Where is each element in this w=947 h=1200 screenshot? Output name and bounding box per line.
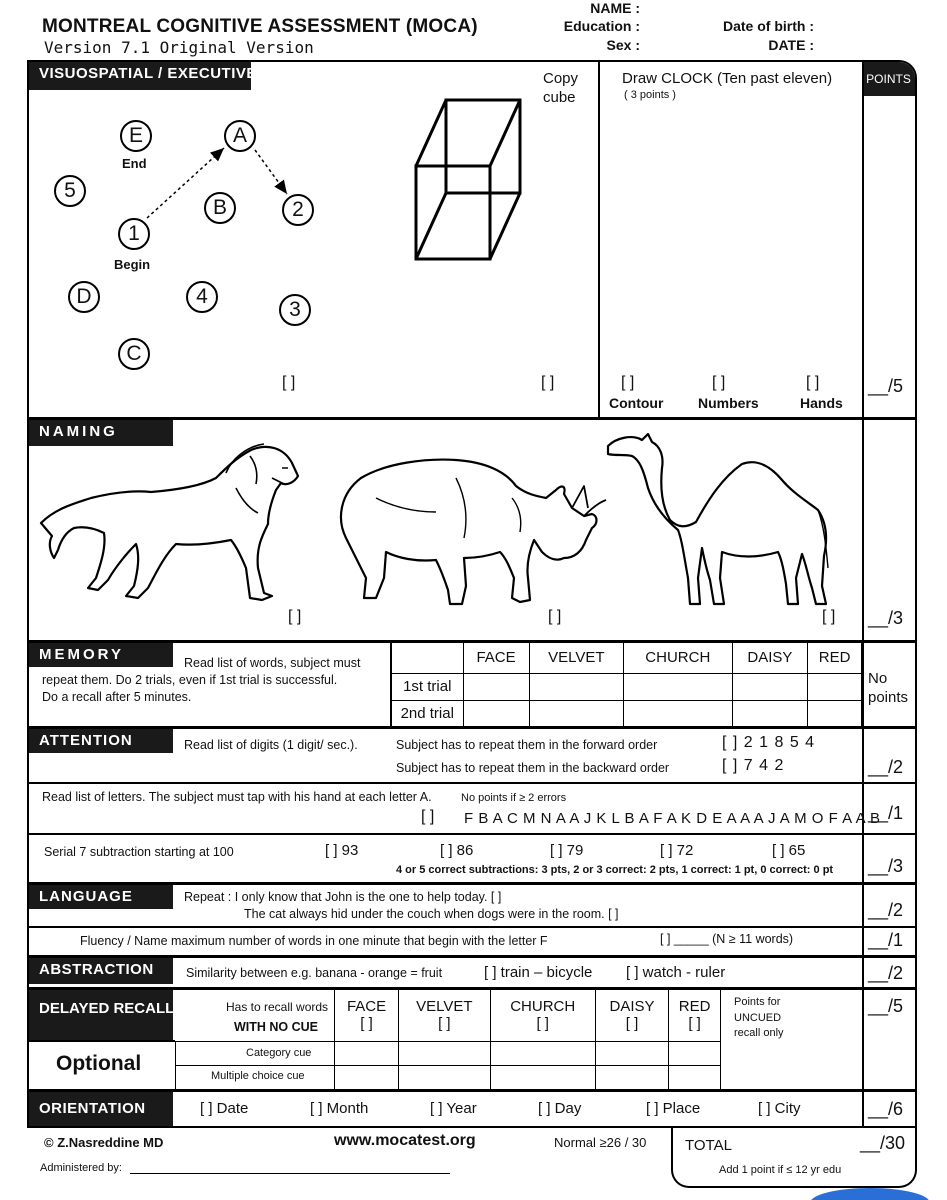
orientation-score[interactable]: __/6 (868, 1099, 904, 1119)
orientation-year[interactable]: [ ] Year (430, 1100, 477, 1117)
rhino-answer-box[interactable]: [ ] (548, 608, 562, 625)
trial-cell[interactable] (529, 700, 623, 727)
letters-sequence: F B A C M N A A J K L B A F A K D E A A A J A M O F A A B (464, 810, 881, 827)
total-label: TOTAL (685, 1137, 732, 1154)
trial-cell[interactable] (732, 700, 808, 727)
memory-word-velvet: VELVET (529, 643, 623, 673)
fluency-score[interactable]: __/1 (868, 930, 904, 950)
recall-note-1: Points for (734, 996, 781, 1008)
trail-node-e: E (120, 120, 152, 152)
clock-points: ( 3 points ) (624, 89, 676, 101)
camel-drawing (608, 434, 828, 604)
serial-instruction: Serial 7 subtraction starting at 100 (44, 845, 234, 859)
first-trial-label: 1st trial (391, 673, 463, 700)
letters-note: No points if ≥ 2 errors (461, 792, 567, 804)
orientation-month[interactable]: [ ] Month (310, 1100, 369, 1117)
choice-cue-cell[interactable] (595, 1066, 668, 1091)
trail-arrow-a-2 (255, 150, 287, 194)
recall-box[interactable]: [ ] (536, 1015, 549, 1033)
recall-note-2: UNCUED (734, 1012, 782, 1024)
trail-node-3: 3 (279, 294, 311, 326)
forward-instruction: Subject has to repeat them in the forward order (396, 738, 658, 752)
repeat-sentence-2[interactable]: The cat always hid under the couch when dogs were in the room. [ ] (244, 907, 619, 921)
recall-note-3: recall only (734, 1027, 784, 1039)
backward-instruction: Subject has to repeat them in the backward order (396, 761, 670, 775)
numbers-label: Numbers (698, 395, 759, 411)
trial-cell[interactable] (529, 673, 623, 700)
website-link[interactable]: www.mocatest.org (334, 1132, 476, 1149)
recall-word-velvet: VELVET (416, 998, 473, 1016)
cube-score-box[interactable]: [ ] (541, 374, 555, 391)
forward-digits[interactable]: [ ] 2 1 8 5 4 (722, 734, 816, 751)
cube-drawing (416, 100, 520, 259)
recall-box[interactable]: [ ] (688, 1015, 701, 1033)
contour-score-box[interactable]: [ ] (621, 374, 635, 391)
abstraction-score[interactable]: __/2 (868, 963, 904, 983)
optional-label: Optional (56, 1052, 142, 1075)
abstraction-watch-ruler[interactable]: [ ] watch - ruler (626, 964, 726, 981)
trail-node-d: D (68, 281, 100, 313)
choice-cue-cell[interactable] (399, 1066, 491, 1091)
repeat-sentence-1[interactable]: Repeat : I only know that John is the one to help today. [ ] (184, 890, 502, 904)
digits-instruction: Read list of digits (1 digit/ sec.). (184, 738, 358, 752)
letters-score-box[interactable]: [ ] (421, 808, 435, 825)
trial-cell[interactable] (808, 673, 862, 700)
visuospatial-section-label: VISUOSPATIAL / EXECUTIVE (29, 62, 251, 90)
trail-node-5: 5 (54, 175, 86, 207)
recall-note-divider (720, 990, 721, 1090)
digits-score[interactable]: __/2 (868, 757, 904, 777)
fluency-instruction: Fluency / Name maximum number of words in one minute that begin with the letter F (80, 934, 548, 948)
orientation-city[interactable]: [ ] City (758, 1100, 801, 1117)
points-column-divider (862, 62, 864, 1126)
naming-section-label: NAMING (29, 420, 173, 446)
trail-making-area (29, 90, 599, 418)
letters-instruction: Read list of letters. The subject must tap with his hand at each letter A. (42, 790, 432, 804)
choice-cue-cell[interactable] (490, 1066, 595, 1091)
form-title: MONTREAL COGNITIVE ASSESSMENT (MOCA) (42, 16, 478, 37)
numbers-score-box[interactable]: [ ] (712, 374, 726, 391)
clock-title: Draw CLOCK (Ten past eleven) (622, 70, 833, 87)
repeat-score[interactable]: __/2 (868, 900, 904, 920)
recall-box[interactable]: [ ] (625, 1015, 639, 1033)
serial-scoring-rule: 4 or 5 correct subtractions: 3 pts, 2 or 3 correct: 2 pts, 1 correct: 1 pt, 0 correct: 0 pt (396, 864, 834, 876)
abstraction-train-bicycle[interactable]: [ ] train – bicycle (484, 964, 593, 981)
end-label: End (122, 156, 147, 171)
recall-instruction-2: WITH NO CUE (234, 1020, 319, 1034)
total-score[interactable]: __/30 (860, 1133, 906, 1153)
education-label: Education : (563, 18, 640, 34)
hands-score-box[interactable]: [ ] (806, 374, 820, 391)
copyright: © Z.Nasreddine MD (44, 1135, 164, 1150)
recall-box[interactable]: [ ] (360, 1015, 373, 1033)
lion-drawing (41, 444, 298, 600)
orientation-place[interactable]: [ ] Place (646, 1100, 701, 1117)
recall-word-church: CHURCH (510, 998, 576, 1016)
form-version: Version 7.1 Original Version (44, 38, 314, 57)
memory-instruction-3: Do a recall after 5 minutes. (42, 690, 192, 704)
recall-word-face: FACE (346, 998, 387, 1016)
row-divider (29, 833, 917, 835)
recall-box[interactable]: [ ] (438, 1015, 451, 1033)
trail-node-b: B (204, 192, 236, 224)
trial-cell[interactable] (624, 673, 733, 700)
row-divider (29, 926, 917, 928)
naming-animals (36, 428, 856, 613)
trail-node-2: 2 (282, 194, 314, 226)
delayed-recall-table (334, 990, 720, 1090)
memory-section-label: MEMORY (29, 643, 173, 667)
memory-instruction-2: repeat them. Do 2 trials, even if 1st trial is successful. (42, 673, 338, 687)
memory-word-daisy: DAISY (732, 643, 808, 673)
serial-score[interactable]: __/3 (868, 856, 904, 876)
orientation-date[interactable]: [ ] Date (200, 1100, 249, 1117)
trail-node-4: 4 (186, 281, 218, 313)
points-header: POINTS (862, 62, 915, 96)
recall-word-red: RED (678, 998, 711, 1016)
copy-label: Copy (543, 70, 579, 87)
naming-score[interactable]: __/3 (868, 608, 904, 628)
sex-label: Sex : (606, 37, 640, 53)
attention-section-label: ATTENTION (29, 729, 173, 753)
visuospatial-score[interactable]: __/5 (868, 376, 904, 396)
administered-by-line[interactable] (130, 1173, 450, 1174)
language-section-label: LANGUAGE (29, 885, 173, 909)
administered-by-label: Administered by: (40, 1162, 122, 1174)
normal-range: Normal ≥26 / 30 (554, 1135, 647, 1150)
begin-label: Begin (114, 257, 151, 272)
backward-digits[interactable]: [ ] 7 4 2 (722, 757, 785, 774)
second-trial-label: 2nd trial (391, 700, 463, 727)
date-label: DATE : (768, 37, 814, 53)
serial-65[interactable]: [ ] 65 (772, 842, 806, 859)
trial-cell[interactable] (463, 673, 529, 700)
optional-left-divider (175, 1041, 176, 1089)
category-cue-cell[interactable] (595, 1041, 668, 1065)
orientation-section-label: ORIENTATION (29, 1092, 173, 1126)
name-label: NAME : (590, 0, 640, 16)
delayed-recall-score[interactable]: __/5 (868, 996, 904, 1016)
hands-label: Hands (800, 395, 843, 411)
memory-word-face: FACE (463, 643, 529, 673)
category-cue-cell[interactable] (669, 1041, 720, 1065)
recall-word-daisy: DAISY (609, 998, 655, 1016)
camel-answer-box[interactable]: [ ] (822, 608, 836, 625)
trail-node-1: 1 (118, 218, 150, 250)
fluency-answer[interactable]: [ ] _____ (N ≥ 11 words) (660, 932, 794, 946)
serial-72[interactable]: [ ] 72 (660, 842, 694, 859)
contour-label: Contour (609, 395, 664, 411)
trial-cell[interactable] (463, 700, 529, 727)
memory-no-points-2: points (868, 689, 909, 706)
corner-badge (810, 1188, 930, 1200)
trail-node-c: C (118, 338, 150, 370)
multiple-choice-cue-label: Multiple choice cue (211, 1070, 305, 1082)
choice-cue-cell[interactable] (335, 1066, 399, 1091)
trail-node-a: A (224, 120, 256, 152)
delayed-recall-section-label: DELAYED RECALL (29, 990, 173, 1040)
memory-no-points-1: No (868, 670, 888, 687)
abstraction-instruction: Similarity between e.g. banana - orange = fruit (186, 966, 443, 980)
serial-93[interactable]: [ ] 93 (325, 842, 359, 859)
category-cue-cell[interactable] (490, 1041, 595, 1065)
trial-cell[interactable] (624, 700, 733, 727)
memory-word-church: CHURCH (624, 643, 733, 673)
optional-top-divider (29, 1040, 175, 1042)
recall-instruction-1: Has to recall words (226, 1000, 329, 1014)
lion-answer-box[interactable]: [ ] (288, 608, 302, 625)
abstraction-section-label: ABSTRACTION (29, 958, 173, 984)
serial-79[interactable]: [ ] 79 (550, 842, 584, 859)
serial-86[interactable]: [ ] 86 (440, 842, 474, 859)
category-cue-cell[interactable] (399, 1041, 491, 1065)
cue-divider (175, 1065, 334, 1066)
dob-label: Date of birth : (723, 18, 814, 34)
row-divider (29, 782, 917, 784)
memory-trials-table (390, 643, 862, 727)
optional-divider (175, 1041, 334, 1042)
trial-cell[interactable] (808, 700, 862, 727)
memory-word-red: RED (808, 643, 862, 673)
orientation-day[interactable]: [ ] Day (538, 1100, 582, 1117)
category-cue-label: Category cue (246, 1047, 312, 1059)
letters-score[interactable]: __/1 (868, 803, 904, 823)
memory-instruction-1: Read list of words, subject must (184, 656, 361, 670)
trail-score-box[interactable]: [ ] (282, 374, 296, 391)
cube-label: cube (543, 89, 576, 106)
trial-cell[interactable] (732, 673, 808, 700)
rhinoceros-drawing (341, 460, 606, 604)
category-cue-cell[interactable] (335, 1041, 399, 1065)
education-adjustment: Add 1 point if ≤ 12 yr edu (719, 1164, 842, 1176)
choice-cue-cell[interactable] (669, 1066, 720, 1091)
